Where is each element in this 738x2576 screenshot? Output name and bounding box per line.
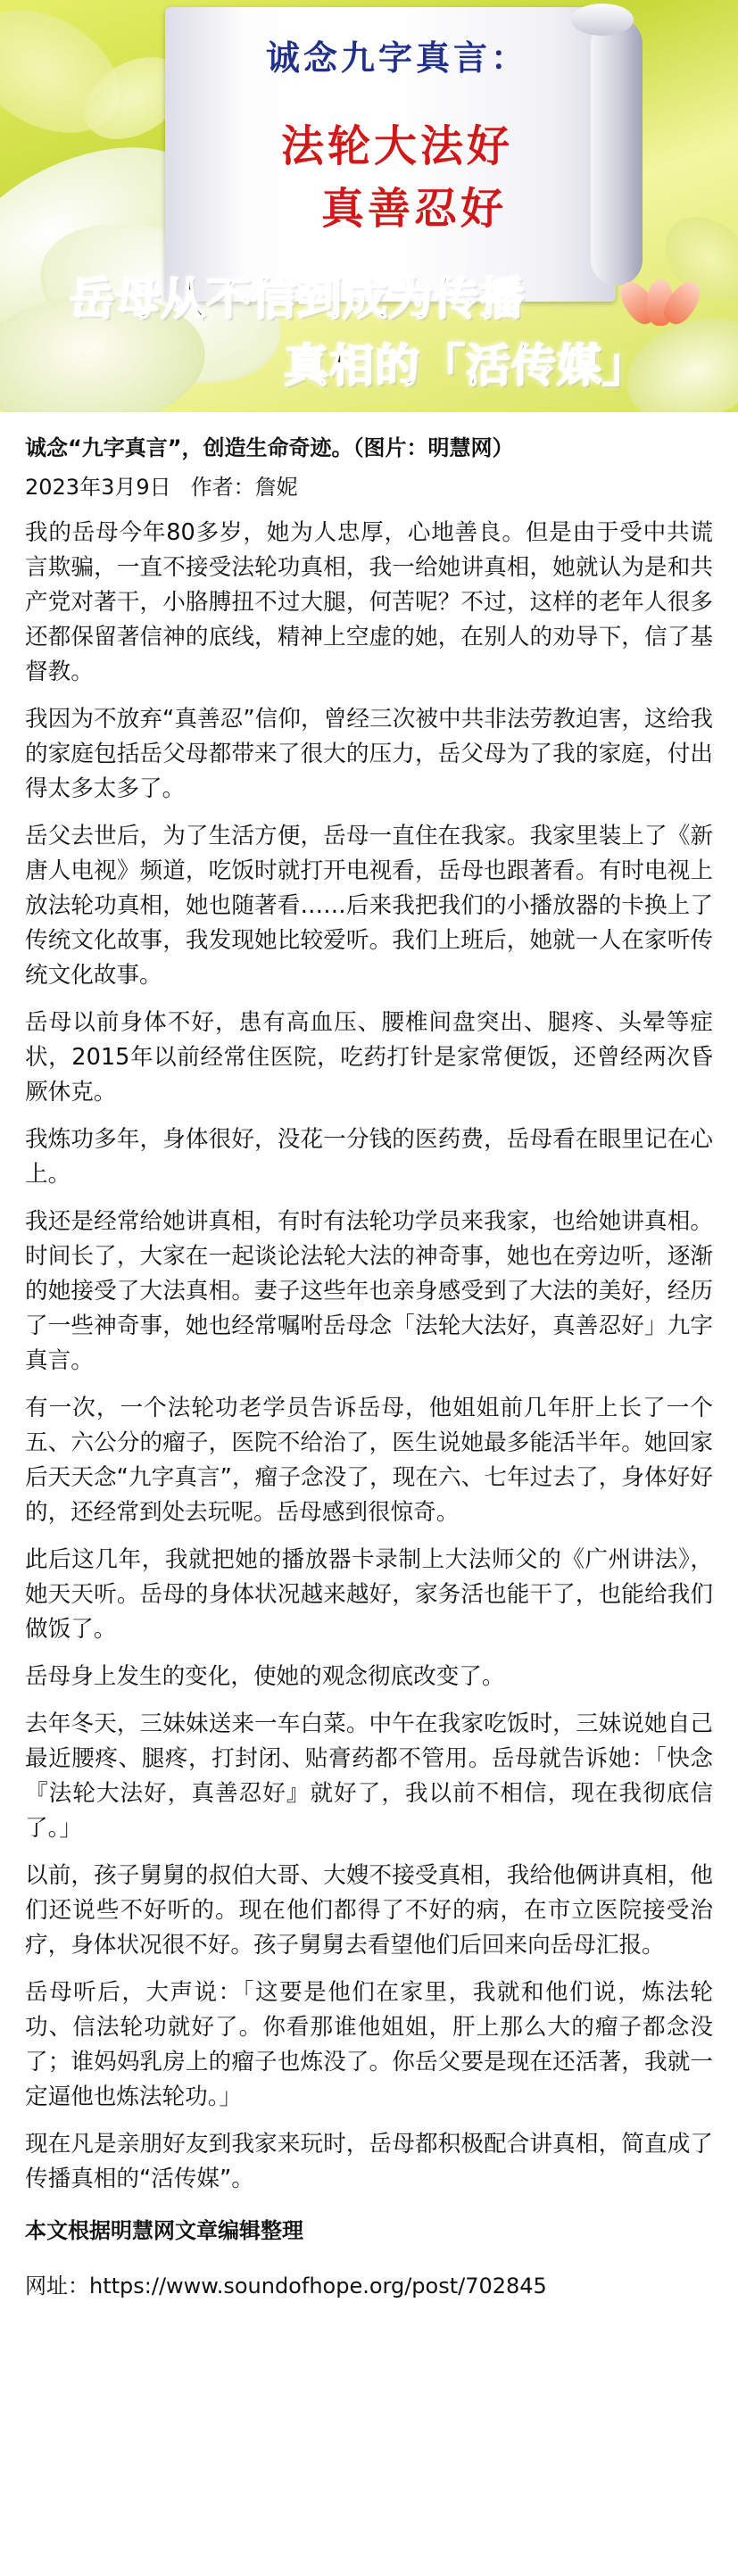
chant-line-1: 法轮大法好 — [281, 121, 514, 171]
banner-title-line-1: 岳母从不信到成为传播 — [70, 273, 525, 325]
scroll-curl-graphic — [571, 4, 634, 36]
paragraph-3: 岳父去世后，为了生活方便，岳母一直住在我家。我家里装上了《新唐人电视》频道，吃饭时就打开电视看，岳母也跟著看。有时电视上放法轮功真相，她也随著看……后来我把我们的小播放器的卡换上了传统文化故事，我发现她比较爱听。我们上班后，她就一人在家听传统文化故事。 — [25, 823, 713, 989]
paragraph-8: 此后这几年，我就把她的播放器卡录制上大法师父的《广州讲法》，她天天听。岳母的身体状况越来越好，家务活也能干了，也能给我们做饭了。 — [25, 1546, 713, 1643]
paragraph-6: 我还是经常给她讲真相，有时有法轮功学员来我家，也给她讲真相。时间长了，大家在一起谈论法轮大法的神奇事，她也在旁边听，逐渐的她接受了大法真相。妻子这些年也亲身感受到了大法的美好，经历了一些神奇事，她也经常嘱咐岳母念「法轮大法好，真善忍好」九字真言。 — [25, 1208, 713, 1374]
paragraph-4: 岳母以前身体不好，患有高血压、腰椎间盘突出、腿疼、头晕等症状，2015年以前经常住医院，吃药打针是家常便饭，还曾经两次昏厥休克。 — [25, 1009, 713, 1106]
header-banner-image — [0, 0, 738, 412]
paragraph-5: 我炼功多年，身体很好，没花一分钱的医药费，岳母看在眼里记在心上。 — [25, 1126, 713, 1188]
banner-title-line-2: 真相的「活传媒」 — [284, 340, 648, 392]
paragraph-7: 有一次，一个法轮功老学员告诉岳母，他姐姐前几年肝上长了一个五、六公分的瘤子，医院不给治了，医生说她最多能活半年。她回家后天天念“九字真言”，瘤子念没了，现在六、七年过去了，身体好好的，还经常到处去玩呢。岳母感到很惊奇。 — [25, 1395, 713, 1526]
paragraph-12: 岳母听后，大声说：「这要是他们在家里，我就和他们说，炼法轮功、信法轮功就好了。你看那谁他姐姐，肝上那么大的瘤子都念没了；谁妈妈乳房上的瘤子也炼没了。你岳父要是现在还活著，我就一定逼他也炼法轮功。」 — [25, 1979, 713, 2110]
scroll-roll-graphic — [591, 18, 643, 286]
paragraph-1: 我的岳母今年80多岁，她为人忠厚，心地善良。但是由于受中共谎言欺骗，一直不接受法轮功真相，我一给她讲真相，她就认为是和共产党对著干，小胳膊扭不过大腿，何苦呢？不过，这样的老年人很多还都保留著信神的底线，精神上空虚的她，在别人的劝导下，信了基督教。 — [25, 519, 713, 685]
paragraph-9: 岳母身上发生的变化，使她的观念彻底改变了。 — [25, 1663, 505, 1690]
author: 作者：詹妮 — [190, 475, 298, 500]
chant-line-2: 真善忍好 — [321, 184, 508, 234]
paragraph-13: 现在凡是亲朋好友到我家来玩时，岳母都积极配合讲真相，简直成了传播真相的“活传媒”。 — [25, 2131, 713, 2192]
chant-header: 诚念九字真言： — [266, 37, 529, 78]
paragraph-2: 我因为不放弃“真善忍”信仰，曾经三次被中共非法劳教迫害，这给我的家庭包括岳父母都带来了很大的压力，岳父母为了我的家庭，付出得太多太多了。 — [25, 706, 713, 802]
lotus-icon — [616, 272, 705, 326]
paragraph-10: 去年冬天，三妹妹送来一车白菜。中午在我家吃饭时，三妹说她自己最近腰疼、腿疼，打封闭、贴膏药都不管用。岳母就告诉她：「快念『法轮大法好，真善忍好』就好了，我以前不相信，现在我彻底信了。」 — [25, 1710, 713, 1842]
paragraph-11: 以前，孩子舅舅的叔伯大哥、大嫂不接受真相，我给他俩讲真相，他们还说些不好听的。现在他们都得了不好的病，在市立医院接受治疗，身体状况很不好。孩子舅舅去看望他们后回来向岳母汇报。 — [25, 1862, 713, 1959]
image-caption: 诚念“九字真言”，创造生命奇迹。（图片：明慧网） — [25, 435, 514, 460]
source-url-link[interactable]: 网址：https://www.soundofhope.org/post/702845 — [25, 2274, 547, 2299]
publish-date: 2023年3月9日 — [25, 475, 171, 500]
source-note: 本文根据明慧网文章编辑整理 — [25, 2218, 303, 2243]
article-meta — [25, 471, 713, 503]
article-body — [0, 432, 738, 2302]
